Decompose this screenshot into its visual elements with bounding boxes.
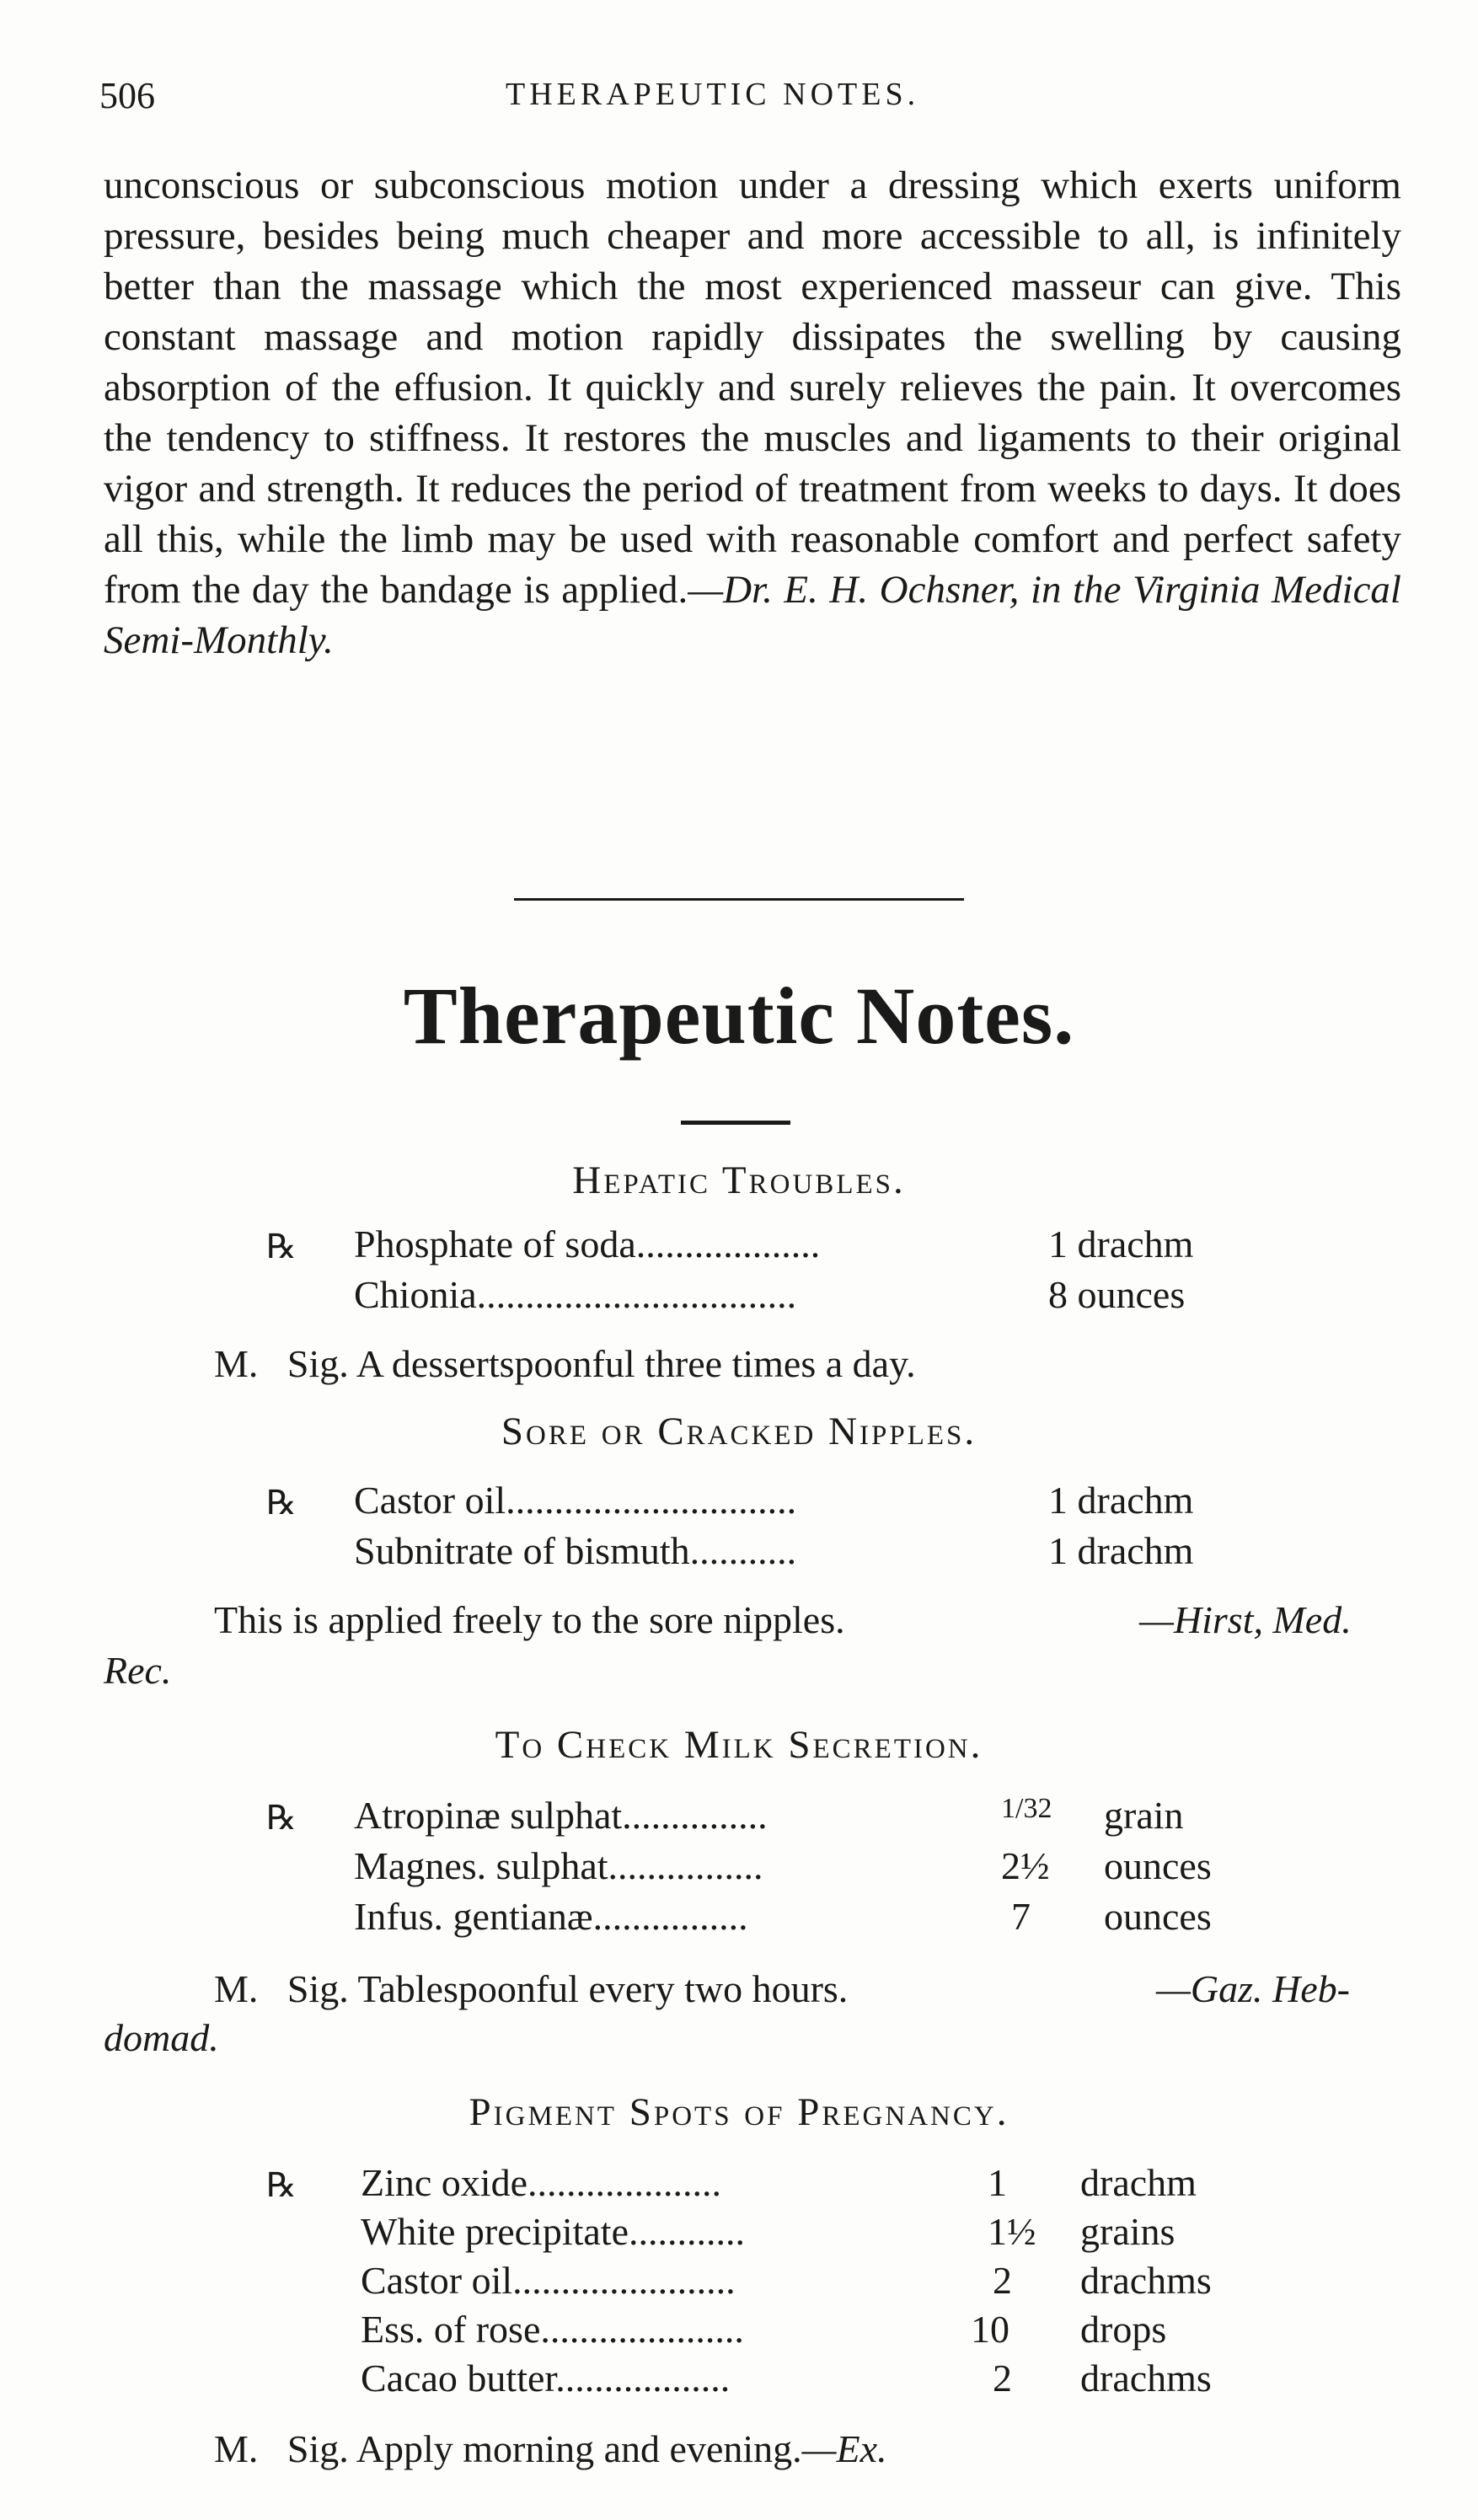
directions: M. Sig. A dessertspoonful three times a day. [214,1342,916,1385]
citation: —Hirst, Med. [1139,1598,1352,1641]
intro-paragraph [104,160,1401,666]
ingredient-unit: drachms [1080,2259,1212,2302]
ingredient-amount: 1/32 [1001,1793,1052,1824]
ingredient-name: Atropinæ sulphat............... [354,1794,768,1837]
ingredient-amount: 2 [993,2357,1012,2400]
rx-symbol: ℞ [266,1484,297,1522]
ingredient-amount: 1½ [988,2210,1036,2253]
ingredient-name: Ess. of rose..................... [361,2308,744,2351]
ingredient-amount: 2½ [1001,1844,1050,1887]
ingredient-amount: 7 [1011,1895,1031,1938]
ingredient-quantity: 1 drachm [1048,1529,1194,1572]
title-underline [681,1121,790,1125]
rx-symbol: ℞ [266,1799,297,1837]
directions: M. Sig. Apply morning and evening.—Ex. [214,2427,887,2470]
running-title: THERAPEUTIC NOTES. [506,77,920,112]
ingredient-name: Phosphate of soda................... [354,1223,821,1265]
page-number: 506 [99,75,155,116]
ingredient-unit: ounces [1104,1895,1212,1938]
ingredient-name: Subnitrate of bismuth........... [354,1529,797,1572]
ingredient-unit: ounces [1104,1844,1212,1887]
ingredient-quantity: 8 ounces [1048,1273,1186,1316]
ingredient-quantity: 1 drachm [1048,1479,1194,1522]
ingredient-unit: drachms [1080,2357,1212,2400]
ingredient-amount: 10 [971,2308,1009,2351]
ingredient-unit: drachm [1080,2161,1197,2204]
heading-hepatic-troubles: Hepatic Troubles. [572,1158,906,1202]
citation: —Gaz. Heb- [1156,1967,1350,2010]
ingredient-quantity: 1 drachm [1048,1223,1194,1265]
ingredient-unit: drops [1080,2308,1167,2351]
ingredient-amount: 1 [988,2161,1007,2204]
ingredient-name: Magnes. sulphat................ [354,1844,763,1887]
directions: M. Sig. Tablespoonful every two hours. [214,1967,849,2010]
ingredient-name: Castor oil....................... [361,2259,736,2302]
section-title: Therapeutic Notes. [403,971,1075,1061]
ingredient-name: Cacao butter.................. [361,2357,731,2400]
ingredient-name: Chionia................................. [354,1273,797,1316]
section-divider [514,898,964,901]
ingredient-name: White precipitate............ [361,2210,746,2253]
note-text: This is applied freely to the sore nipples. [214,1598,845,1641]
ingredient-name: Castor oil.............................. [354,1479,797,1522]
heading-sore-nipples: Sore or Cracked Nipples. [501,1410,977,1453]
heading-pigment-spots: Pigment Spots of Pregnancy. [469,2090,1009,2134]
rx-symbol: ℞ [266,2166,297,2204]
ingredient-unit: grains [1080,2210,1175,2253]
ingredient-name: Zinc oxide.................... [361,2161,721,2204]
ingredient-amount: 2 [993,2259,1012,2302]
ingredient-unit: grain [1104,1794,1184,1837]
citation-continued: Rec. [104,1649,172,1692]
rx-symbol: ℞ [266,1228,297,1265]
ingredient-name: Infus. gentianæ................ [354,1895,748,1938]
citation-continued: domad. [104,2016,219,2059]
heading-milk-secretion: To Check Milk Secretion. [495,1723,983,1767]
intro-citation: —Dr. E. H. Ochsner, in the Virginia Medical Semi-Monthly. [104,568,1401,662]
intro-text: unconscious or subconscious motion under a dressing which exerts uniform pressure, besides being much cheaper and more accessible to all, is infinitely better than the massage which the most experienced masseur can give. This constant massage and motion rapidly dissipates the swelling by causing absorption of the effusion. It quickly and surely relieves the pain. It overcomes the tendency to stiffness. It restores the muscles and ligaments to their original vigor and strength. It reduces the period of treatment from weeks to days. It does all this, while the limb may be used with reasonable comfort and perfect safety from the day the bandage is applied. [104,163,1401,612]
